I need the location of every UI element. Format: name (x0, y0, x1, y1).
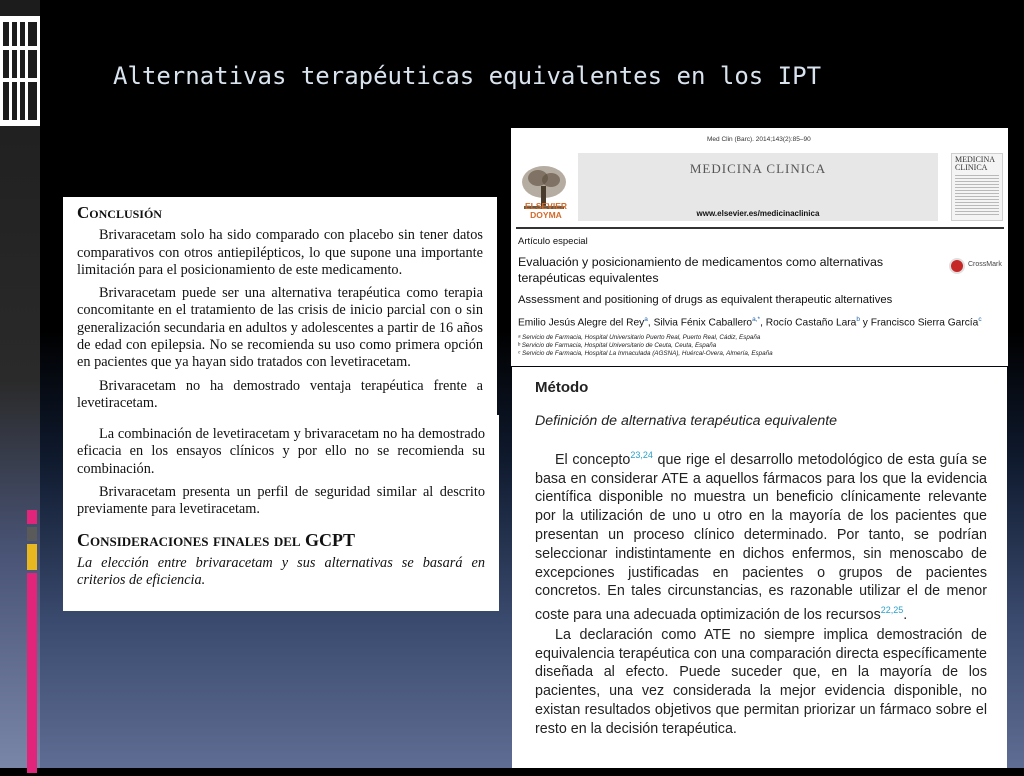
cover-text-lines (955, 175, 999, 215)
conclusion-paragraph: Brivaracetam solo ha sido comparado con placebo sin tener datos comparativos con otros antiepilépticos, lo que supone una importante limitación para el posicionamiento de este medicamento. (77, 227, 483, 278)
method-excerpt (512, 367, 1007, 768)
method-text: . (903, 606, 908, 623)
citation-mark: 22,25 (880, 605, 904, 616)
article-title-es: Evaluación y posicionamiento de medicamentos como alternativas terapéuticas equivalentes (518, 255, 884, 285)
conclusion-continuation-excerpt (63, 415, 499, 611)
accent-bar-pink (27, 510, 37, 524)
author-list (518, 316, 982, 328)
accent-bar-yellow (27, 544, 37, 570)
slide-accent-bars (27, 510, 37, 776)
header-divider (516, 227, 1004, 229)
author-affiliation-mark: a (644, 316, 648, 323)
method-subheading: Definición de alternativa terapéutica equivalente (535, 413, 838, 429)
article-header-excerpt (511, 128, 1008, 366)
article-type: Artículo especial (518, 236, 588, 247)
author-name: Emilio Jesús Alegre del Rey (518, 317, 645, 329)
journal-reference: Med Clin (Barc). 2014;143(2):85–90 (707, 136, 811, 143)
method-text: El concepto (555, 451, 631, 468)
slide-title: Alternativas terapéuticas equivalentes en los IPT (113, 62, 822, 90)
method-paragraph: La declaración como ATE no siempre implica demostración de equivalencia terapéutica con una comparación directa específicamente diseñada al efecto. Puede suceder que, en la mayoría de los pacientes, una vez considerada la mejor evidencia disponible, no existan resultados objetivos que permitan priorizar un fármaco sobre el resto en la decisión terapéutica. (535, 626, 987, 737)
conclusion-paragraph: Brivaracetam no ha demostrado ventaja terapéutica frente a levetiracetam. (77, 377, 483, 411)
author-name: Francisco Sierra García (870, 317, 979, 329)
method-text: que rige el desarrollo metodológico de esta guía se basa en considerar ATE a aquellos fármacos para los que la evidencia científica disponible no muestra un beneficio clínicamente relevante por la utilización de uno u otro en la mayoría de los pacientes que presentan un proceso clínico determinado. Por tanto, se podrían seleccionar indistintamente en dichos enfermos, sin menoscabo de excepciones justificadas en pacientes o grupos de pacientes concretos. En tales circunstancias, es razonable utilizar el de menor coste para una adecuada optimización de los recursos (535, 451, 987, 623)
conclusion-heading: Conclusión (77, 203, 162, 222)
author-name: Silvia Fénix Caballero (653, 317, 753, 329)
final-considerations-text: La elección entre brivaracetam y sus alternativas se basará en criterios de eficiencia. (77, 554, 485, 589)
citation-mark: 23,24 (630, 450, 653, 460)
crossmark-icon (949, 258, 965, 274)
affiliation-line: ᵇ Servicio de Farmacia, Hospital Universitario de Ceuta, Ceuta, España (518, 342, 717, 349)
author-name: Rocío Castaño Lara (765, 317, 857, 329)
accent-bar-pink-long (27, 573, 37, 773)
method-paragraph (535, 446, 987, 625)
journal-cover-thumbnail (951, 153, 1003, 221)
author-separator: , (760, 317, 766, 329)
author-affiliation-mark: c (978, 316, 982, 323)
affiliation-line: ᶜ Servicio de Farmacia, Hospital La Inmaculada (AGSNA), Huércal-Overa, Almería, España (518, 350, 773, 357)
author-separator: , (647, 317, 654, 329)
journal-url: www.elsevier.es/medicinaclinica (696, 209, 820, 218)
continuation-paragraph: Brivaracetam presenta un perfil de seguridad similar al descrito previamente para levetiracetam. (77, 483, 485, 518)
cover-title: MEDICINA CLINICA (955, 155, 995, 172)
method-heading: Método (535, 379, 589, 396)
publisher-logo-text: ELSEVIER DOYMA (524, 201, 568, 220)
author-separator: y (859, 317, 871, 329)
article-title-en: Assessment and positioning of drugs as equivalent therapeutic alternatives (518, 294, 893, 306)
final-considerations-heading: Consideraciones finales del GCPT (77, 530, 356, 551)
continuation-paragraph: La combinación de levetiracetam y brivaracetam no ha demostrado eficacia en los ensayos clínicos y por ello no se recomienda su combinación. (77, 426, 485, 477)
affiliation-line: ᵃ Servicio de Farmacia, Hospital Universitario Puerto Real, Puerto Real, Cádiz, España (518, 334, 761, 341)
journal-banner (578, 153, 938, 221)
author-affiliation-mark: a,* (752, 316, 761, 323)
accent-bar-gray (27, 527, 37, 541)
conclusion-paragraph: Brivaracetam puede ser una alternativa terapéutica como terapia concomitante en el tratamiento de las crisis de inicio parcial con o sin generalización secundaria en adultos y adolescentes a partir de 16 años de edad con epilepsia. No se recomienda su uso como primera opción en pacientes que ya hayan sido tratados con levetiracetam. (77, 285, 483, 371)
crossmark-badge (949, 257, 1001, 277)
crossmark-label: CrossMark (968, 261, 1002, 268)
conclusion-excerpt (63, 197, 497, 415)
author-affiliation-mark: b (856, 316, 860, 323)
journal-name: MEDICINA CLINICA (689, 161, 827, 176)
slide-mark-icon (0, 16, 40, 126)
